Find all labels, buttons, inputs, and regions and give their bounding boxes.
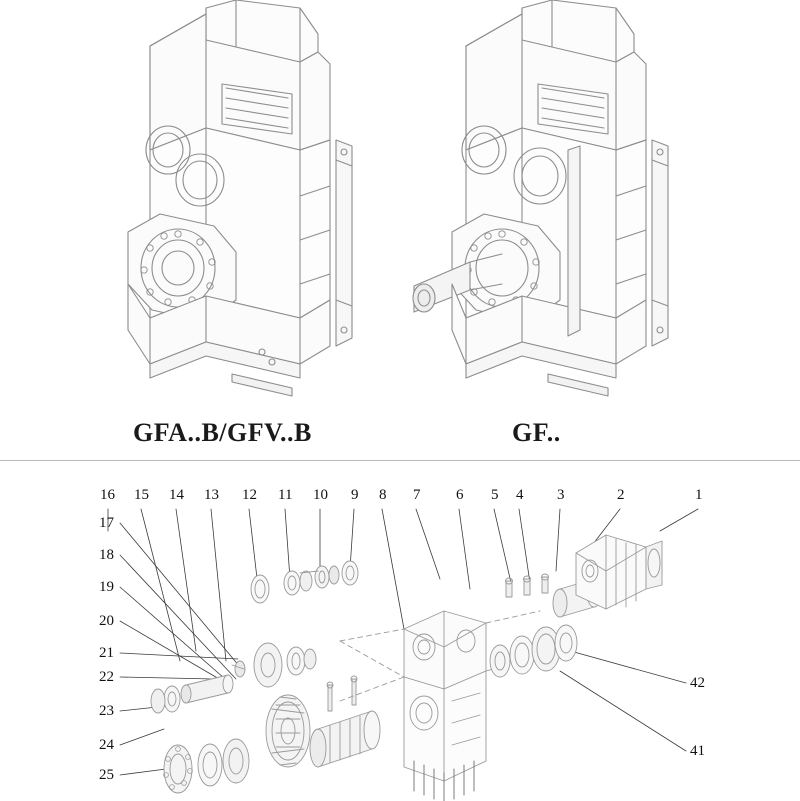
callout-25: 25 (99, 767, 114, 783)
callout-6: 6 (456, 487, 464, 503)
callout-42: 42 (690, 675, 705, 691)
callout-8: 8 (379, 487, 387, 503)
callout-16: 16 (100, 487, 115, 503)
callout-21: 21 (99, 645, 114, 661)
callout-10: 10 (313, 487, 328, 503)
callout-22: 22 (99, 669, 114, 685)
right-gearbox-drawing (413, 0, 668, 396)
callout-15: 15 (134, 487, 149, 503)
callout-18: 18 (99, 547, 114, 563)
exploded-view-section (0, 460, 800, 801)
callout-13: 13 (204, 487, 219, 503)
callout-41: 41 (690, 743, 705, 759)
callout-7: 7 (413, 487, 421, 503)
exploded-parts-drawing (0, 461, 800, 801)
callout-5: 5 (491, 487, 499, 503)
callout-3: 3 (557, 487, 565, 503)
callout-12: 12 (242, 487, 257, 503)
callout-20: 20 (99, 613, 114, 629)
callout-4: 4 (516, 487, 524, 503)
callout-14: 14 (169, 487, 184, 503)
callout-2: 2 (617, 487, 625, 503)
caption-gf: GF.. (512, 418, 561, 447)
callout-11: 11 (278, 487, 293, 503)
callout-9: 9 (351, 487, 359, 503)
callout-1: 1 (695, 487, 703, 503)
callout-19: 19 (99, 579, 114, 595)
left-gearbox-drawing (128, 0, 352, 396)
callout-23: 23 (99, 703, 114, 719)
callout-17: 17 (99, 515, 114, 531)
caption-gfa-b-gfv-b: GFA..B/GFV..B (133, 418, 312, 447)
callout-24: 24 (99, 737, 114, 753)
